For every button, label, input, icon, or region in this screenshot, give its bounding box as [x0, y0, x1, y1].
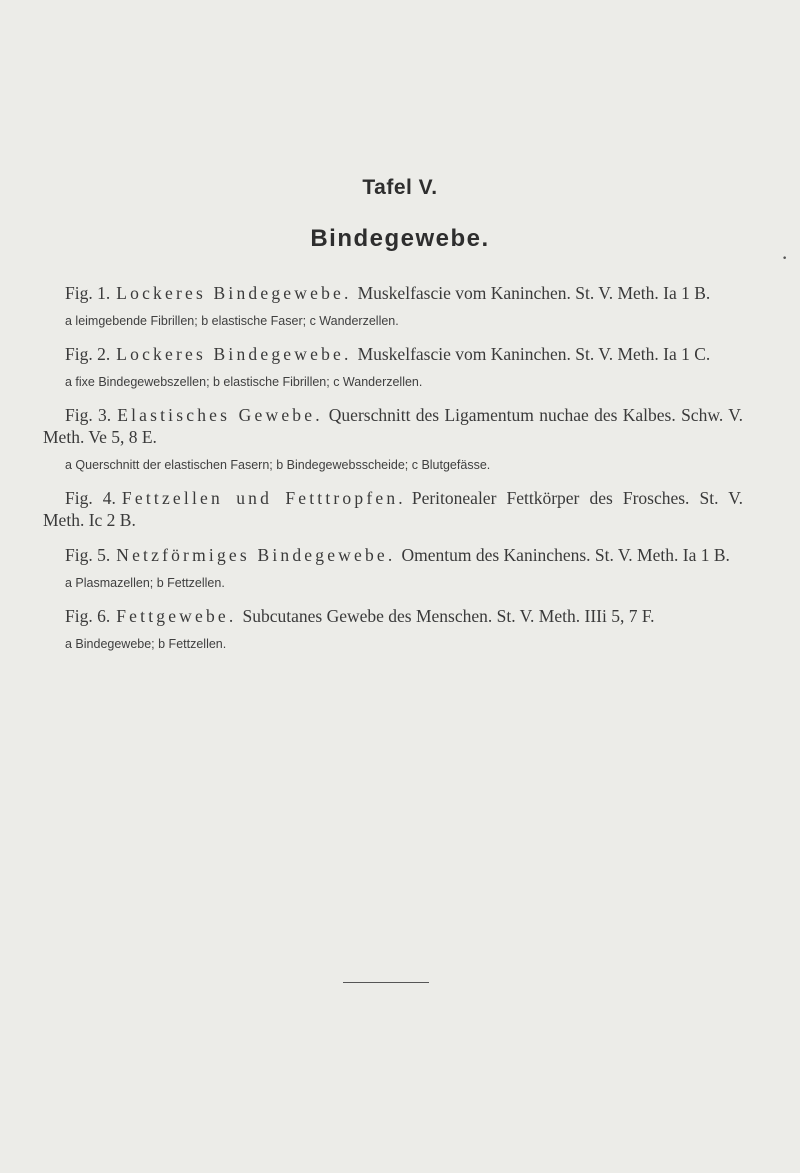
- figure-name: Netzförmiges Bindegewebe.: [116, 545, 396, 565]
- plate-title: Tafel V.: [362, 176, 438, 199]
- figure-caption: [43, 487, 743, 531]
- figure-legend: a Querschnitt der elastischen Fasern; b Bindegewebsscheide; c Blutgefässe.: [65, 458, 491, 472]
- figure-legend: a Plasmazellen; b Fettzellen.: [65, 576, 225, 590]
- figure-description: Omentum des Kaninchens. St. V. Meth. Ia 1 B.: [401, 545, 730, 565]
- figure-label: Fig. 6.: [65, 606, 111, 626]
- figure-caption: [43, 343, 743, 365]
- figure-caption: [43, 544, 743, 566]
- figure-caption: [43, 605, 743, 627]
- figure-legend: a leimgebende Fibrillen; b elastische Faser; c Wanderzellen.: [65, 314, 399, 328]
- figure-caption: [43, 282, 743, 304]
- figure-label: Fig. 2.: [65, 344, 111, 364]
- figure-description: Querschnitt des Ligamentum nuchae des Kalbes. Schw. V. Meth. Ve 5, 8 E.: [43, 405, 743, 447]
- figure-list: [43, 282, 743, 666]
- figure-entry: [43, 605, 743, 653]
- figure-name: Elastisches Gewebe.: [117, 405, 323, 425]
- figure-description: Peritonealer Fettkörper des Frosches. St. V. Meth. Ic 2 B.: [43, 488, 743, 530]
- figure-label: Fig. 3.: [65, 405, 112, 425]
- figure-name: Lockeres Bindegewebe.: [116, 344, 352, 364]
- figure-entry: [43, 404, 743, 474]
- figure-legend: a Bindegewebe; b Fettzellen.: [65, 637, 227, 651]
- figure-label: Fig. 4.: [65, 488, 116, 508]
- figure-caption: [43, 404, 743, 448]
- figure-entry: [43, 282, 743, 330]
- figure-entry: [43, 487, 743, 531]
- figure-label: Fig. 5.: [65, 545, 111, 565]
- section-title: Bindegewebe.: [310, 225, 490, 252]
- figure-entry: [43, 544, 743, 592]
- figure-description: Subcutanes Gewebe des Menschen. St. V. Meth. IIIi 5, 7 F.: [242, 606, 655, 626]
- closing-rule: [343, 982, 429, 983]
- figure-legend: a fixe Bindegewebszellen; b elastische Fibrillen; c Wanderzellen.: [65, 375, 423, 389]
- figure-entry: [43, 343, 743, 391]
- figure-description: Muskelfascie vom Kaninchen. St. V. Meth. Ia 1 C.: [357, 344, 711, 364]
- figure-label: Fig. 1.: [65, 283, 111, 303]
- figure-description: Muskelfascie vom Kaninchen. St. V. Meth. Ia 1 B.: [357, 283, 711, 303]
- paper-speck-mark: •: [782, 254, 788, 264]
- figure-name: Lockeres Bindegewebe.: [116, 283, 352, 303]
- figure-name: Fettgewebe.: [116, 606, 237, 626]
- figure-name: Fettzellen und Fetttropfen.: [121, 488, 406, 508]
